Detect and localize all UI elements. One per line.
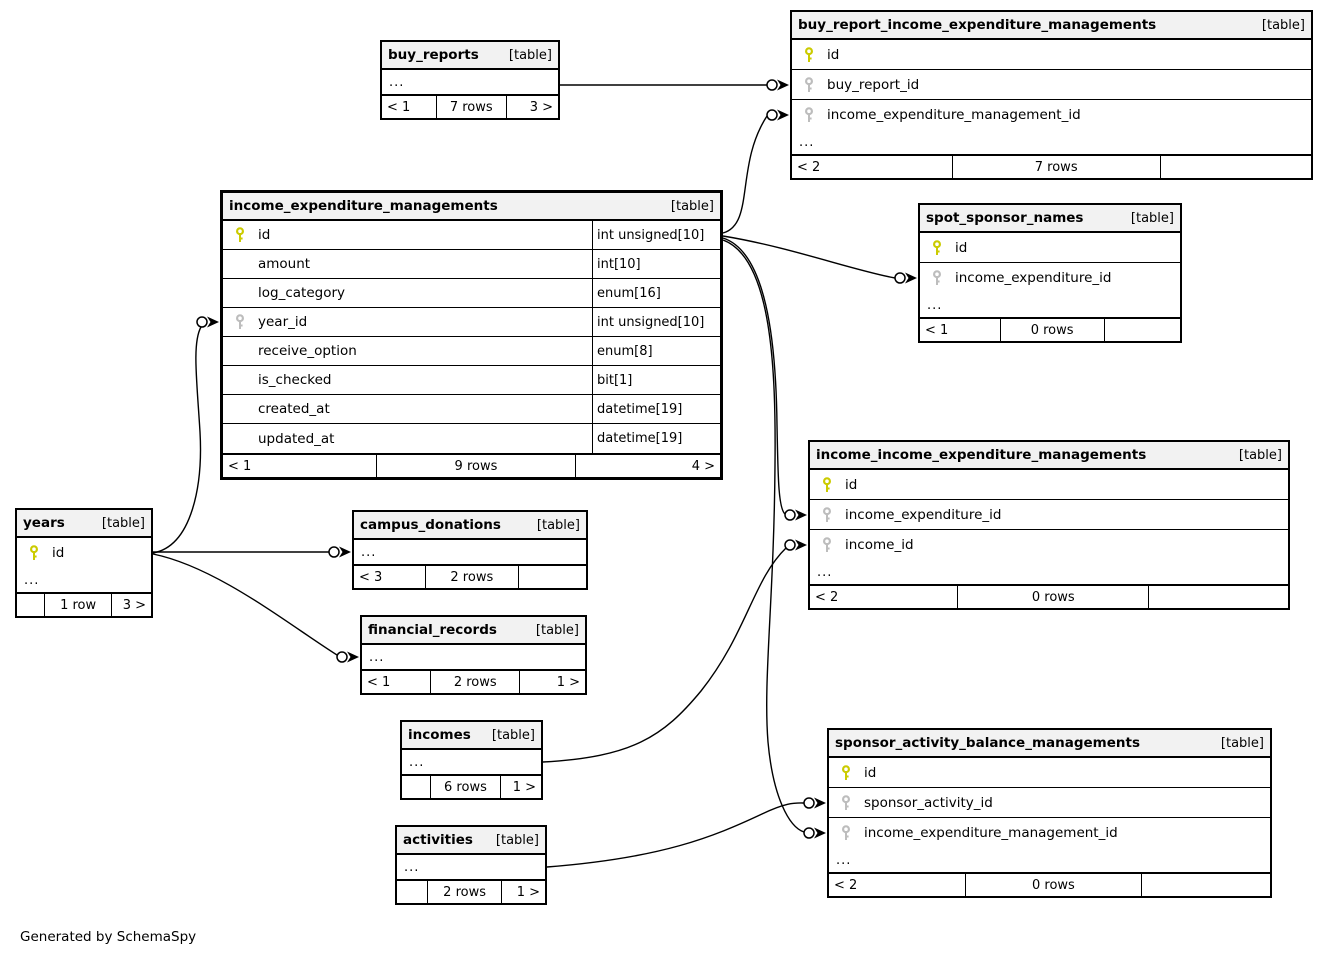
table-type-tag: [table] (1238, 447, 1282, 463)
table-title[interactable]: income_income_expenditure_managements (816, 447, 1147, 463)
table-stats (223, 453, 720, 477)
stat-rowcount: 0 rows (958, 586, 1149, 608)
stat-parents: < 1 (382, 96, 437, 118)
column-name: log_category (258, 285, 345, 301)
column-name: id (827, 46, 840, 63)
column-row (17, 538, 151, 568)
column-type: enum[8] (592, 337, 720, 365)
stat-parents (402, 776, 431, 798)
stat-children: 1 > (556, 674, 580, 690)
stat-children (1161, 156, 1312, 178)
table-income-income-expenditure-managements[interactable] (808, 440, 1290, 610)
table-stats (829, 872, 1270, 896)
stat-rowcount: 7 rows (437, 96, 507, 118)
stat-parents (17, 594, 45, 616)
primary-key-icon (29, 545, 39, 561)
table-title[interactable]: financial_records (368, 622, 497, 638)
column-row (829, 818, 1270, 848)
foreign-key-icon (822, 537, 832, 553)
table-type-tag: [table] (495, 832, 539, 848)
column-name: is_checked (258, 372, 332, 388)
column-type: enum[16] (592, 279, 720, 307)
column-row (792, 100, 1311, 130)
foreign-key-icon (235, 314, 245, 330)
relationship-iem-to-income-junction (723, 238, 807, 521)
stat-parents: < 1 (920, 319, 1001, 341)
column-row (920, 263, 1180, 293)
column-type: int[10] (592, 250, 720, 278)
key-icon-spacer (235, 285, 245, 301)
stat-rowcount: 6 rows (431, 776, 501, 798)
stat-rowcount: 7 rows (953, 156, 1161, 178)
columns-ellipsis: ... (24, 572, 40, 588)
table-activities[interactable] (395, 825, 547, 905)
table-incomes[interactable] (400, 720, 543, 800)
primary-key-icon (841, 765, 851, 781)
foreign-key-icon (804, 77, 814, 93)
column-name: id (955, 239, 968, 256)
stat-parents: < 3 (354, 566, 426, 588)
column-type: bit[1] (592, 366, 720, 394)
stat-parents: < 2 (810, 586, 958, 608)
columns-ellipsis: ... (389, 74, 405, 90)
table-type-tag: [table] (1130, 210, 1174, 226)
stat-children: 3 > (529, 99, 553, 115)
stat-children: 3 > (122, 597, 146, 613)
stat-parents: < 1 (362, 671, 431, 693)
column-name: income_expenditure_management_id (827, 107, 1081, 123)
relationship-iem-to-buy-report-junction (723, 110, 789, 234)
column-row (829, 788, 1270, 818)
relationship-years-to-financial-records (153, 554, 359, 663)
stat-rowcount: 0 rows (966, 874, 1142, 896)
stat-children: 1 > (516, 884, 540, 900)
table-buy-report-income-expenditure-managements[interactable] (790, 10, 1313, 180)
table-spot-sponsor-names[interactable] (918, 203, 1182, 343)
columns-ellipsis: ... (817, 564, 833, 580)
table-stats (17, 592, 151, 616)
stat-parents: < 2 (829, 874, 966, 896)
foreign-key-icon (841, 825, 851, 841)
table-type-tag: [table] (1261, 17, 1305, 33)
column-name: income_expenditure_management_id (864, 825, 1118, 841)
table-stats (810, 584, 1288, 608)
key-icon-spacer (235, 401, 245, 417)
column-name: id (52, 545, 65, 561)
table-type-tag: [table] (1220, 735, 1264, 751)
table-stats (362, 669, 585, 693)
table-buy-reports[interactable] (380, 40, 560, 120)
stat-children: 1 > (512, 779, 536, 795)
relationship-iem-to-spot-sponsor-names (723, 236, 917, 284)
table-type-tag: [table] (508, 47, 552, 63)
columns-ellipsis: ... (404, 859, 420, 875)
columns-ellipsis: ... (369, 649, 385, 665)
column-row (810, 500, 1288, 530)
table-header (792, 12, 1311, 40)
columns-ellipsis: ... (836, 852, 852, 868)
table-stats (792, 154, 1311, 178)
table-header (397, 827, 545, 855)
foreign-key-icon (932, 270, 942, 286)
table-type-tag: [table] (535, 622, 579, 638)
column-type: int unsigned[10] (592, 308, 720, 336)
stat-children: 4 > (691, 458, 715, 474)
column-row (792, 40, 1311, 70)
table-title[interactable]: buy_report_income_expenditure_managements (798, 17, 1157, 33)
table-stats (920, 317, 1180, 341)
column-row (223, 308, 720, 337)
stat-parents: < 1 (223, 455, 377, 477)
primary-key-icon (804, 47, 814, 63)
column-type: datetime[19] (592, 424, 720, 453)
key-icon-spacer (235, 256, 245, 272)
stat-parents (397, 881, 428, 903)
stat-rowcount: 2 rows (431, 671, 520, 693)
table-type-tag: [table] (491, 727, 535, 743)
column-name: receive_option (258, 343, 357, 359)
column-row (223, 279, 720, 308)
relationship-years-to-campus-donations (153, 547, 351, 558)
column-name: income_expenditure_id (845, 506, 1002, 523)
foreign-key-icon (841, 795, 851, 811)
primary-key-icon (932, 240, 942, 256)
table-header (223, 193, 720, 221)
relationship-years-to-iem (153, 317, 219, 554)
stat-children (519, 566, 586, 588)
column-row (223, 424, 720, 453)
table-header (362, 617, 585, 645)
column-name: id (845, 476, 858, 493)
column-name: income_expenditure_id (955, 270, 1112, 286)
column-name: id (864, 764, 877, 781)
table-stats (402, 774, 541, 798)
column-row (223, 366, 720, 395)
column-row (223, 395, 720, 424)
column-name: year_id (258, 314, 308, 330)
table-header (17, 510, 151, 538)
column-row (223, 221, 720, 250)
table-stats (354, 564, 586, 588)
stat-rowcount: 0 rows (1001, 319, 1105, 341)
table-sponsor-activity-balance-managements[interactable] (827, 728, 1272, 898)
stat-children (1105, 319, 1180, 341)
column-row (223, 337, 720, 366)
table-header (402, 722, 541, 750)
columns-ellipsis: ... (799, 134, 815, 150)
table-header (810, 442, 1288, 470)
table-type-tag: [table] (536, 517, 580, 533)
column-name: id (258, 227, 271, 243)
table-title[interactable]: spot_sponsor_names (926, 210, 1084, 226)
column-row (829, 758, 1270, 788)
table-financial-records[interactable] (360, 615, 587, 695)
table-title[interactable]: incomes (408, 727, 471, 743)
table-header (829, 730, 1270, 758)
table-header (354, 512, 586, 540)
columns-ellipsis: ... (409, 754, 425, 770)
primary-key-icon (235, 227, 245, 243)
column-row (792, 70, 1311, 100)
table-title[interactable]: years (23, 515, 65, 531)
table-header (920, 205, 1180, 233)
table-stats (382, 94, 558, 118)
column-row (223, 250, 720, 279)
table-stats (397, 879, 545, 903)
primary-key-icon (822, 477, 832, 493)
table-income-expenditure-managements[interactable] (220, 190, 723, 480)
column-type: int unsigned[10] (592, 221, 720, 249)
table-type-tag: [table] (670, 198, 714, 214)
column-name: buy_report_id (827, 76, 920, 93)
column-row (810, 530, 1288, 560)
column-name: sponsor_activity_id (864, 794, 993, 811)
column-name: income_id (845, 537, 914, 553)
table-type-tag: [table] (101, 515, 145, 531)
relationship-activities-to-sponsor-balance-junction (547, 798, 826, 868)
columns-ellipsis: ... (361, 544, 377, 560)
generator-credit: Generated by SchemaSpy (20, 929, 197, 945)
column-type: datetime[19] (592, 395, 720, 423)
table-campus-donations[interactable] (352, 510, 588, 590)
key-icon-spacer (235, 372, 245, 388)
stat-children (1142, 874, 1270, 896)
stat-rowcount: 2 rows (428, 881, 502, 903)
stat-rowcount: 9 rows (377, 455, 576, 477)
column-name: amount (258, 256, 311, 272)
table-title[interactable]: activities (403, 832, 473, 848)
column-row (920, 233, 1180, 263)
column-row (810, 470, 1288, 500)
key-icon-spacer (235, 343, 245, 359)
table-title[interactable]: sponsor_activity_balance_managements (835, 735, 1140, 751)
table-title[interactable]: buy_reports (388, 47, 479, 63)
key-icon-spacer (235, 431, 245, 447)
table-title[interactable]: campus_donations (360, 517, 501, 533)
foreign-key-icon (804, 107, 814, 123)
columns-ellipsis: ... (927, 297, 943, 313)
column-name: created_at (258, 401, 330, 417)
stat-children (1149, 586, 1288, 608)
stat-parents: < 2 (792, 156, 953, 178)
table-title[interactable]: income_expenditure_managements (229, 198, 498, 214)
stat-rowcount: 1 row (45, 594, 112, 616)
relationship-buy-reports-to-junction (560, 80, 789, 91)
table-header (382, 42, 558, 70)
foreign-key-icon (822, 507, 832, 523)
table-years[interactable] (15, 508, 153, 618)
stat-rowcount: 2 rows (426, 566, 519, 588)
column-name: updated_at (258, 430, 335, 447)
